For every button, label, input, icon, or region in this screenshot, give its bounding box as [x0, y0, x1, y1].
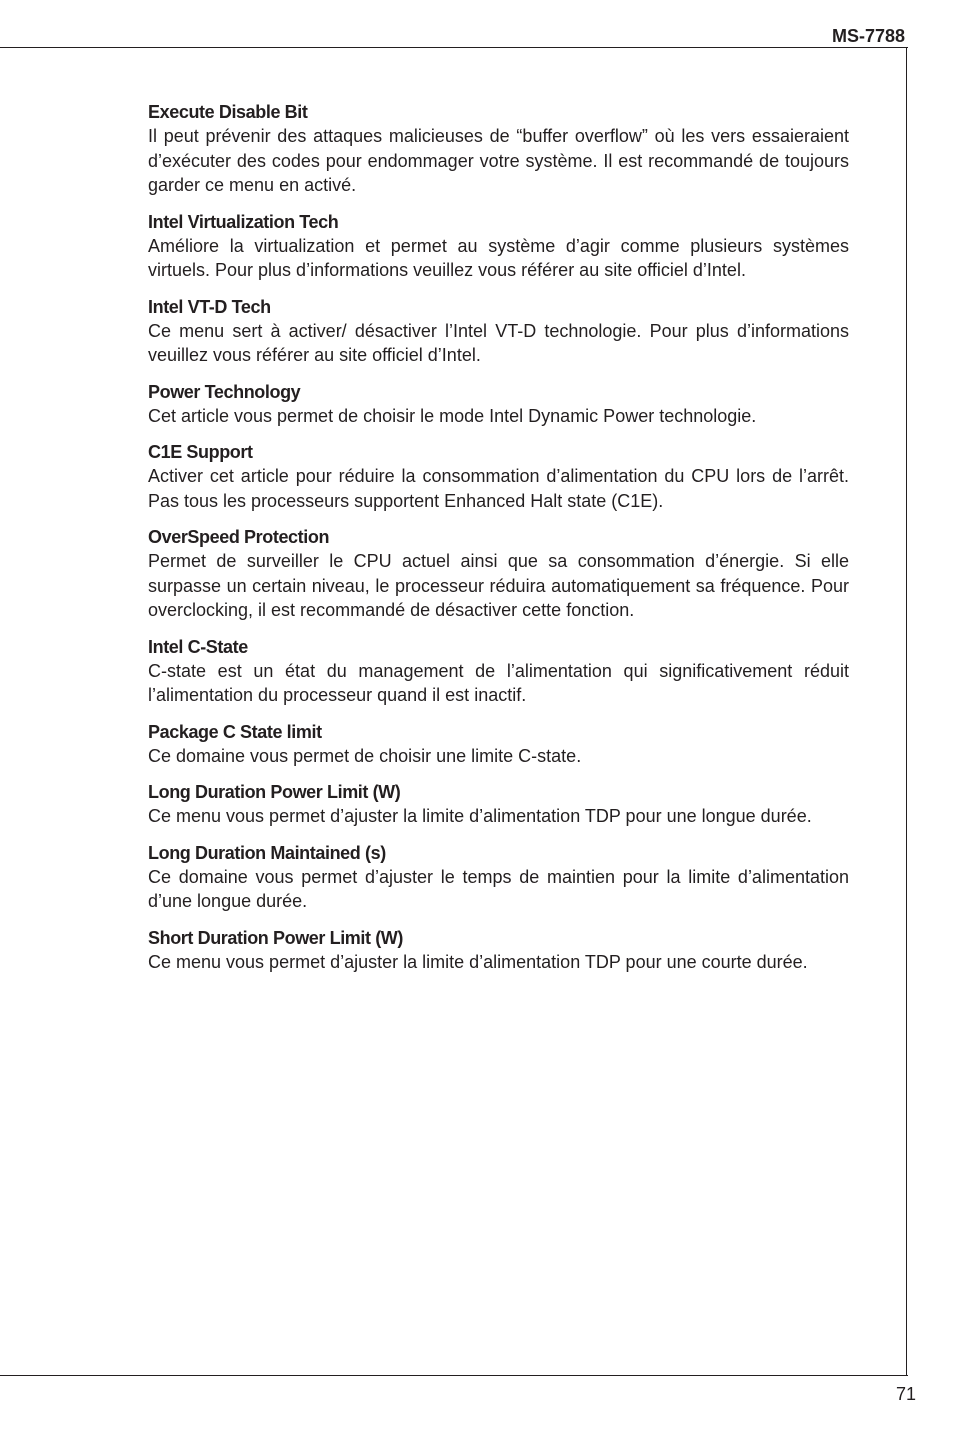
section-title: Short Duration Power Limit (W) [148, 927, 403, 948]
section-body: Améliore la virtualization et permet au système d’agir comme plusieurs systèmes virtuels. Pour plus d’informations veuillez vous référer au site officiel d’Intel. [148, 235, 849, 280]
section-body: Ce menu vous permet d’ajuster la limite d’alimentation TDP pour une longue durée. [148, 806, 812, 826]
section-title: Intel Virtualization Tech [148, 211, 339, 232]
section-title: Execute Disable Bit [148, 102, 308, 122]
section-execute-disable-bit [148, 100, 849, 198]
section-body: Ce domaine vous permet d’ajuster le temps de maintien pour la limite d’alimentation d’une longue durée. [148, 866, 849, 911]
model-number: MS-7788 [831, 26, 905, 46]
section-body: Ce menu vous permet d’ajuster la limite d’alimentation TDP pour une courte durée. [148, 951, 808, 972]
section-power-technology [148, 380, 849, 429]
section-intel-virtualization-tech [148, 210, 849, 283]
section-title: Long Duration Maintained (s) [148, 842, 386, 863]
page-content [148, 100, 849, 986]
section-body: Ce menu sert à activer/ désactiver l’Intel VT-D technologie. Pour plus d’informations veuillez vous référer au site officiel d’Intel. [148, 320, 849, 365]
section-body: Ce domaine vous permet de choisir une limite C-state. [148, 745, 582, 766]
section-short-duration-power-limit [148, 926, 849, 975]
page-number: 71 [895, 1384, 916, 1404]
section-intel-vt-d-tech [148, 295, 849, 368]
section-c1e-support [148, 440, 849, 513]
section-title: OverSpeed Protection [148, 527, 330, 547]
section-title: Long Duration Power Limit (W) [148, 782, 401, 802]
section-intel-c-state [148, 635, 849, 708]
section-overspeed-protection [148, 525, 849, 623]
section-long-duration-power-limit [148, 780, 849, 829]
section-package-c-state-limit [148, 720, 849, 769]
header-rule [0, 47, 908, 48]
section-title: Power Technology [148, 381, 301, 402]
section-title: Intel C-State [148, 636, 248, 657]
section-title: C1E Support [148, 442, 253, 462]
section-body: C-state est un état du management de l’alimentation qui significativement réduit l’alimentation du processeur quand il est inactif. [148, 660, 849, 705]
section-body: Il peut prévenir des attaques malicieuses de “buffer overflow” où les vers essaieraient d’exécuter des codes pour endommager votre système. Il est recommandé de toujours garder ce menu en activé. [148, 126, 849, 195]
footer-rule [0, 1375, 908, 1376]
section-title: Intel VT-D Tech [148, 296, 271, 317]
section-body: Cet article vous permet de choisir le mode Intel Dynamic Power technologie. [148, 405, 757, 426]
section-long-duration-maintained [148, 841, 849, 914]
section-title: Package C State limit [148, 721, 322, 742]
section-body: Permet de surveiller le CPU actuel ainsi que sa consommation d’énergie. Si elle surpasse un certain niveau, le processeur réduira automatiquement sa fréquence. Pour overclocking, il est recommandé de désactiver cette fonction. [148, 551, 849, 620]
side-rule [906, 47, 907, 1376]
section-body: Activer cet article pour réduire la consommation d’alimentation du CPU lors de l’arrêt. Pas tous les processeurs supportent Enhanced Halt state (C1E). [148, 466, 849, 511]
